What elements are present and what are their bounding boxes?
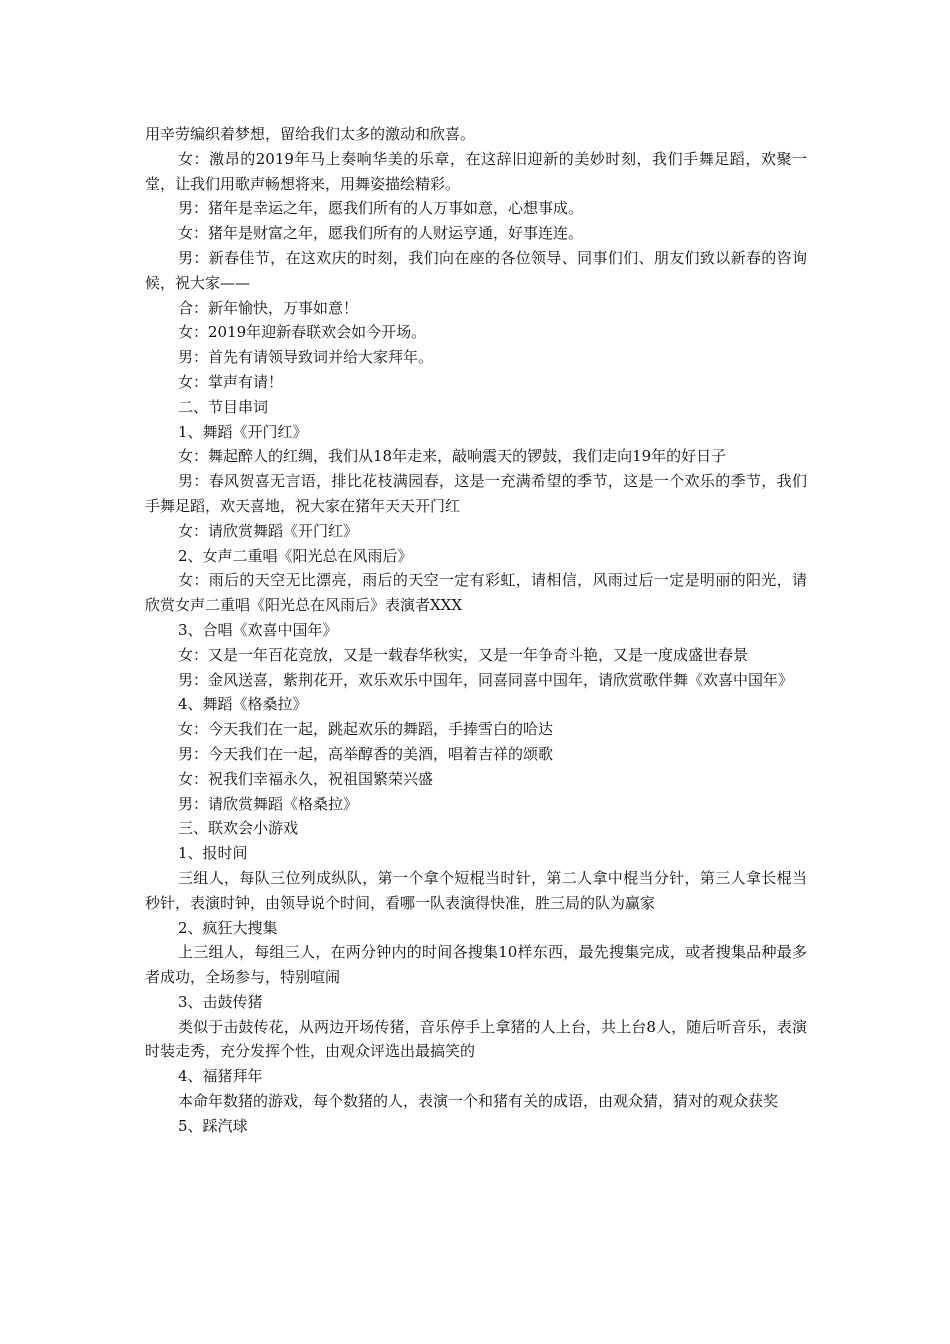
paragraph: 女：猪年是财富之年，愿我们所有的人财运亨通，好事连连。 bbox=[178, 224, 584, 243]
paragraph: 男：新春佳节，在这欢庆的时刻，我们向在座的各位领导、同事们们、朋友们致以新春的咨询候，祝大家—— bbox=[145, 248, 807, 292]
paragraph: 男：请欣赏舞蹈《格桑拉》 bbox=[178, 794, 359, 813]
paragraph: 4、福猪拜年 bbox=[178, 1067, 263, 1086]
paragraph: 3、击鼓传猪 bbox=[178, 992, 263, 1011]
paragraph: 2、疯狂大搜集 bbox=[178, 918, 278, 937]
document-body bbox=[145, 122, 807, 1139]
paragraph: 女：祝我们幸福永久，祝祖国繁荣兴盛 bbox=[178, 769, 434, 788]
paragraph: 女：今天我们在一起，跳起欢乐的舞蹈，手捧雪白的哈达 bbox=[178, 720, 554, 739]
paragraph: 男：首先有请领导致词并给大家拜年。 bbox=[178, 348, 434, 367]
paragraph: 类似于击鼓传花，从两边开场传猪，音乐停手上拿猪的人上台，共上台8人，随后听音乐，表演时装走秀，充分发挥个性，由观众评选出最搞笑的 bbox=[145, 1017, 807, 1061]
paragraph: 男：今天我们在一起，高举醇香的美酒，唱着吉祥的颂歌 bbox=[178, 744, 554, 763]
paragraph: 女：雨后的天空无比漂亮，雨后的天空一定有彩虹，请相信，风雨过后一定是明丽的阳光，请欣赏女声二重唱《阳光总在风雨后》表演者XXX bbox=[145, 571, 807, 615]
paragraph: 男：春风贺喜无言语，排比花枝满园春，这是一充满希望的季节，这是一个欢乐的季节，我们手舞足蹈，欢天喜地，祝大家在猪年天天开门红 bbox=[145, 472, 807, 515]
paragraph: 2、女声二重唱《阳光总在风雨后》 bbox=[178, 546, 413, 565]
paragraph: 女：激昂的2019年马上奏响华美的乐章，在这辞旧迎新的美妙时刻，我们手舞足蹈，欢聚一堂，让我们用歌声畅想将来，用舞姿描绘精彩。 bbox=[145, 149, 807, 193]
paragraph: 男：猪年是幸运之年，愿我们所有的人万事如意，心想事成。 bbox=[178, 199, 584, 218]
paragraph: 合：新年愉快，万事如意！ bbox=[178, 298, 359, 317]
paragraph: 用辛劳编织着梦想，留给我们太多的激动和欣喜。 bbox=[145, 125, 476, 143]
paragraph: 女：又是一年百花竞放，又是一载春华秋实，又是一年争奇斗艳，又是一度成盛世春景 bbox=[178, 645, 749, 664]
paragraph: 1、舞蹈《开门红》 bbox=[178, 422, 308, 441]
paragraph: 本命年数猪的游戏，每个数猪的人，表演一个和猪有关的成语，由观众猜，猜对的观众获奖 bbox=[178, 1092, 779, 1111]
paragraph: 上三组人，每组三人，在两分钟内的时间各搜集10样东西，最先搜集完成，或者搜集品种最多者成功，全场参与，特别喧闹 bbox=[145, 943, 807, 987]
paragraph: 女：掌声有请！ bbox=[178, 372, 284, 391]
paragraph: 女：2019年迎新春联欢会如今开场。 bbox=[178, 323, 427, 342]
paragraph: 4、舞蹈《格桑拉》 bbox=[178, 695, 308, 714]
paragraph: 1、报时间 bbox=[178, 844, 248, 863]
paragraph: 女：请欣赏舞蹈《开门红》 bbox=[178, 521, 359, 540]
paragraph: 男：金风送喜，紫荆花开，欢乐欢乐中国年，同喜同喜中国年，请欣赏歌伴舞《欢喜中国年》 bbox=[178, 670, 794, 689]
paragraph: 女：舞起醉人的红绸，我们从18年走来，敲响震天的锣鼓，我们走向19年的好日子 bbox=[178, 447, 727, 466]
paragraph: 5、踩汽球 bbox=[178, 1116, 248, 1135]
paragraph: 三组人，每队三位列成纵队，第一个拿个短棍当时针，第二人拿中棍当分针，第三人拿长棍当秒针，表演时钟，由领导说个时间，看哪一队表演得快准，胜三局的队为赢家 bbox=[145, 868, 807, 912]
paragraph: 二、节目串词 bbox=[178, 397, 269, 416]
paragraph: 3、合唱《欢喜中国年》 bbox=[178, 620, 338, 639]
paragraph: 三、联欢会小游戏 bbox=[178, 819, 299, 838]
